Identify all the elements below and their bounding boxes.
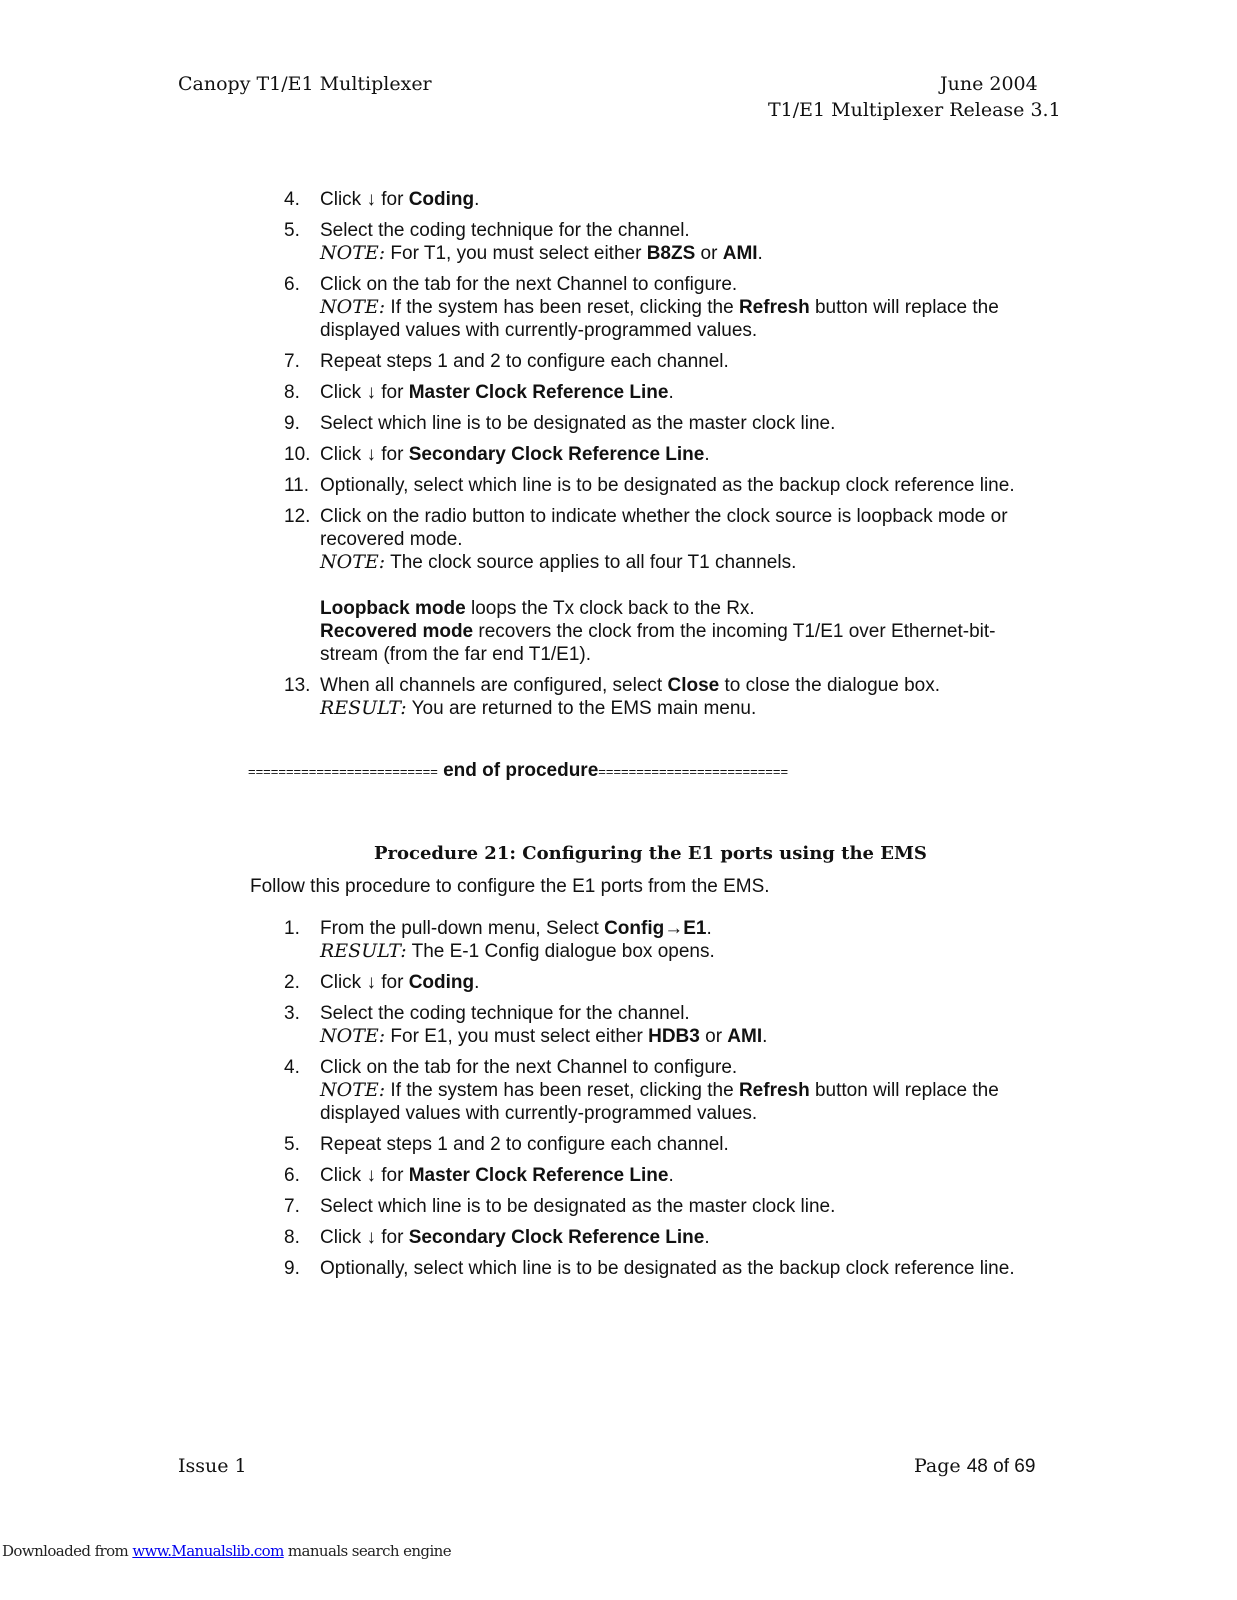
header-date: June 2004 [940, 73, 1038, 95]
list-item: 8. Click ↓ for Master Clock Reference Line. [284, 382, 674, 403]
list-item: 7. Repeat steps 1 and 2 to configure each channel. [284, 351, 729, 372]
note: NOTE: If the system has been reset, clicking the Refresh button will replace the displayed values with currently-programmed values. [320, 1079, 999, 1124]
e1-step-list [284, 917, 1044, 1288]
note: NOTE: For T1, you must select either B8ZS or AMI. [320, 242, 763, 264]
list-item: 12. Click on the radio button to indicate whether the clock source is loopback mode or recovered mode. NOTE: The clock source applies to all four T1 channels. Loopback mode loops the Tx clock back to the Rx. Recovered mode recovers the clock from the incoming T1/E1 over Ethernet-bit-stream (from the far end T1/E1). [284, 505, 1044, 666]
procedure-intro: Follow this procedure to configure the E1 ports from the EMS. [250, 876, 770, 897]
list-item: 1. From the pull-down menu, Select Config→E1. RESULT: The E-1 Config dialogue box opens. [284, 917, 1044, 963]
list-item: 10. Click ↓ for Secondary Clock Reference Line. [284, 444, 710, 465]
list-item: 4. Click ↓ for Coding. [284, 189, 480, 210]
list-item: 5. Repeat steps 1 and 2 to configure each channel. [284, 1134, 729, 1155]
note: NOTE: The clock source applies to all four T1 channels. [320, 551, 797, 573]
list-item: 13. When all channels are configured, select Close to close the dialogue box. RESULT: You are returned to the EMS main menu. [284, 674, 1044, 720]
download-source-note: Downloaded from www.Manualslib.com manuals search engine [2, 1542, 451, 1560]
result: RESULT: You are returned to the EMS main menu. [320, 697, 757, 719]
list-item: 7. Select which line is to be designated as the master clock line. [284, 1196, 836, 1217]
footer-issue: Issue 1 [178, 1455, 247, 1477]
list-item: 3. Select the coding technique for the channel. NOTE: For E1, you must select either HDB3 or AMI. [284, 1002, 1044, 1048]
recovered-description: Recovered mode recovers the clock from the incoming T1/E1 over Ethernet-bit-stream (from the far end T1/E1). [320, 621, 996, 665]
t1-step-list [284, 188, 1044, 728]
list-item: 6. Click on the tab for the next Channel to configure. NOTE: If the system has been reset, clicking the Refresh button will replace the displayed values with currently-programmed values. [284, 273, 1044, 342]
note: NOTE: If the system has been reset, clicking the Refresh button will replace the displayed values with currently-programmed values. [320, 296, 999, 341]
list-item: 9. Select which line is to be designated as the master clock line. [284, 413, 836, 434]
list-item: 2. Click ↓ for Coding. [284, 972, 480, 993]
list-item: 9. Optionally, select which line is to be designated as the backup clock reference line. [284, 1258, 1015, 1279]
list-item: 11. Optionally, select which line is to be designated as the backup clock reference line. [284, 475, 1015, 496]
header-title: Canopy T1/E1 Multiplexer [178, 73, 432, 95]
list-item: 8. Click ↓ for Secondary Clock Reference Line. [284, 1227, 710, 1248]
end-of-procedure-rule: ========================= end of procedure========================= [248, 760, 789, 781]
manualslib-link[interactable]: www.Manualslib.com [132, 1542, 284, 1560]
header-release: T1/E1 Multiplexer Release 3.1 [768, 99, 1061, 121]
footer-page-number: Page 48 of 69 [914, 1455, 1036, 1477]
loopback-description: Loopback mode loops the Tx clock back to the Rx. [320, 598, 755, 619]
list-item: 5. Select the coding technique for the channel. NOTE: For T1, you must select either B8ZS or AMI. [284, 219, 1044, 265]
procedure-title: Procedure 21: Configuring the E1 ports using the EMS [374, 843, 927, 864]
list-item: 4. Click on the tab for the next Channel to configure. NOTE: If the system has been reset, clicking the Refresh button will replace the displayed values with currently-programmed values. [284, 1056, 1044, 1125]
note: NOTE: For E1, you must select either HDB3 or AMI. [320, 1025, 768, 1047]
list-item: 6. Click ↓ for Master Clock Reference Line. [284, 1165, 674, 1186]
result: RESULT: The E-1 Config dialogue box opens. [320, 940, 715, 962]
